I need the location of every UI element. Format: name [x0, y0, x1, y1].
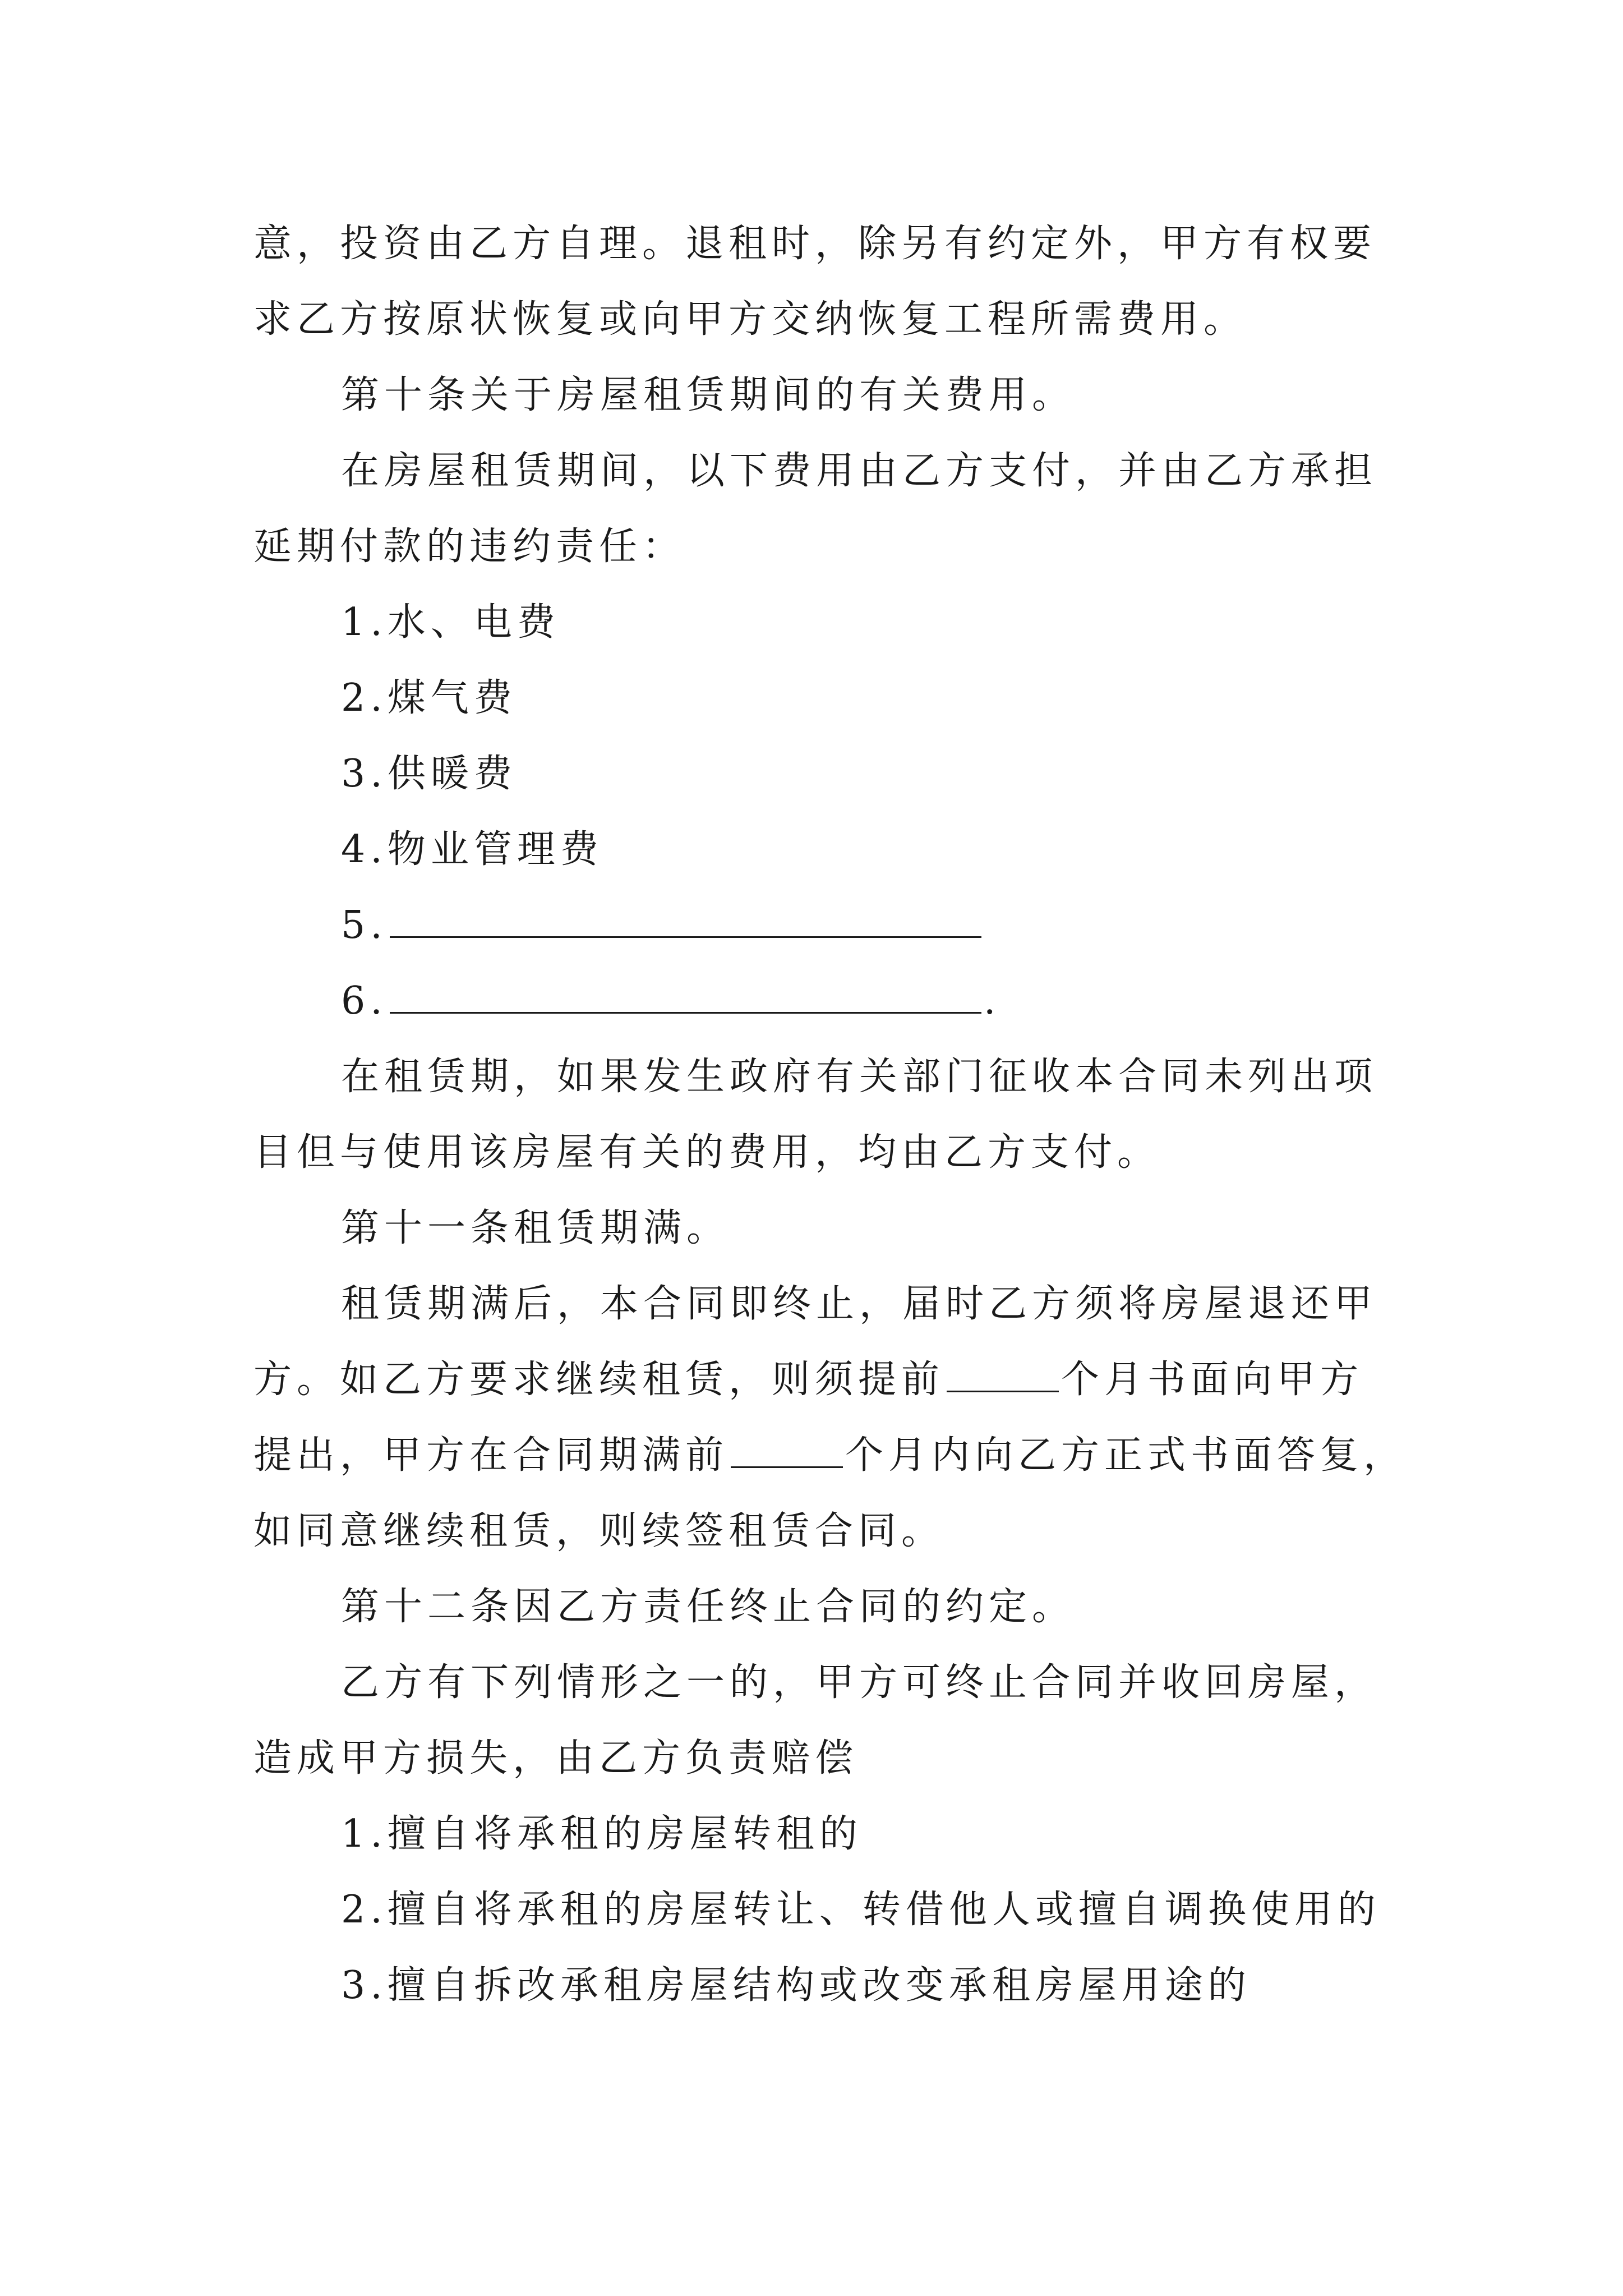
- list-number: 5.: [341, 903, 388, 947]
- text-line: 乙方有下列情形之一的，甲方可终止合同并收回房屋，: [341, 1660, 1378, 1705]
- fill-in-blank: [731, 1433, 843, 1468]
- text-line: 延期付款的违约责任：: [253, 524, 686, 569]
- clause-heading-10: 第十条关于房屋租赁期间的有关费用。: [341, 373, 1076, 417]
- text-segment: 方。如乙方要求继续租赁，则须提前: [253, 1358, 945, 1402]
- clause-heading-12: 第十二条因乙方责任终止合同的约定。: [341, 1585, 1076, 1629]
- text-segment: 个月书面向甲方: [1061, 1358, 1364, 1402]
- list-item-blank: [341, 973, 1001, 1029]
- list-item: 2.擅自将承租的房屋转让、转借他人或擅自调换使用的: [341, 1888, 1381, 1932]
- clause-heading-11: 第十一条租赁期满。: [341, 1206, 730, 1250]
- list-item: 1.水、电费: [341, 600, 560, 645]
- text-line: 在房屋租赁期间，以下费用由乙方支付，并由乙方承担: [341, 449, 1378, 493]
- text-line: 在租赁期，如果发生政府有关部门征收本合同未列出项: [341, 1055, 1378, 1099]
- fill-in-blank: [390, 978, 981, 1014]
- text-line: 求乙方按原状恢复或向甲方交纳恢复工程所需费用。: [253, 297, 1247, 342]
- text-line: 租赁期满后，本合同即终止，届时乙方须将房屋退还甲: [341, 1282, 1378, 1326]
- text-segment: 个月内向乙方正式书面答复，: [845, 1433, 1407, 1478]
- period: .: [983, 979, 1001, 1023]
- text-line: 如同意继续租赁，则续签租赁合同。: [253, 1509, 945, 1553]
- fill-in-blank: [390, 903, 981, 938]
- text-line: 造成甲方损失，由乙方负责赔偿: [253, 1736, 859, 1780]
- text-line: 意，投资由乙方自理。退租时，除另有约定外，甲方有权要: [253, 222, 1377, 266]
- text-line: 目但与使用该房屋有关的费用，均由乙方支付。: [253, 1130, 1161, 1175]
- list-item: 1.擅自将承租的房屋转租的: [341, 1812, 863, 1856]
- list-item: 2.煤气费: [341, 676, 517, 720]
- text-line: [253, 1352, 1363, 1408]
- list-item: 4.物业管理费: [341, 827, 603, 872]
- list-item: 3.擅自拆改承租房屋结构或改变承租房屋用途的: [341, 1963, 1251, 2008]
- text-line: [253, 1428, 1407, 1484]
- list-item-blank: [341, 898, 984, 954]
- list-number: 6.: [341, 979, 388, 1023]
- text-segment: 提出，甲方在合同期满前: [253, 1433, 729, 1478]
- fill-in-blank: [947, 1357, 1059, 1392]
- list-item: 3.供暖费: [341, 752, 517, 796]
